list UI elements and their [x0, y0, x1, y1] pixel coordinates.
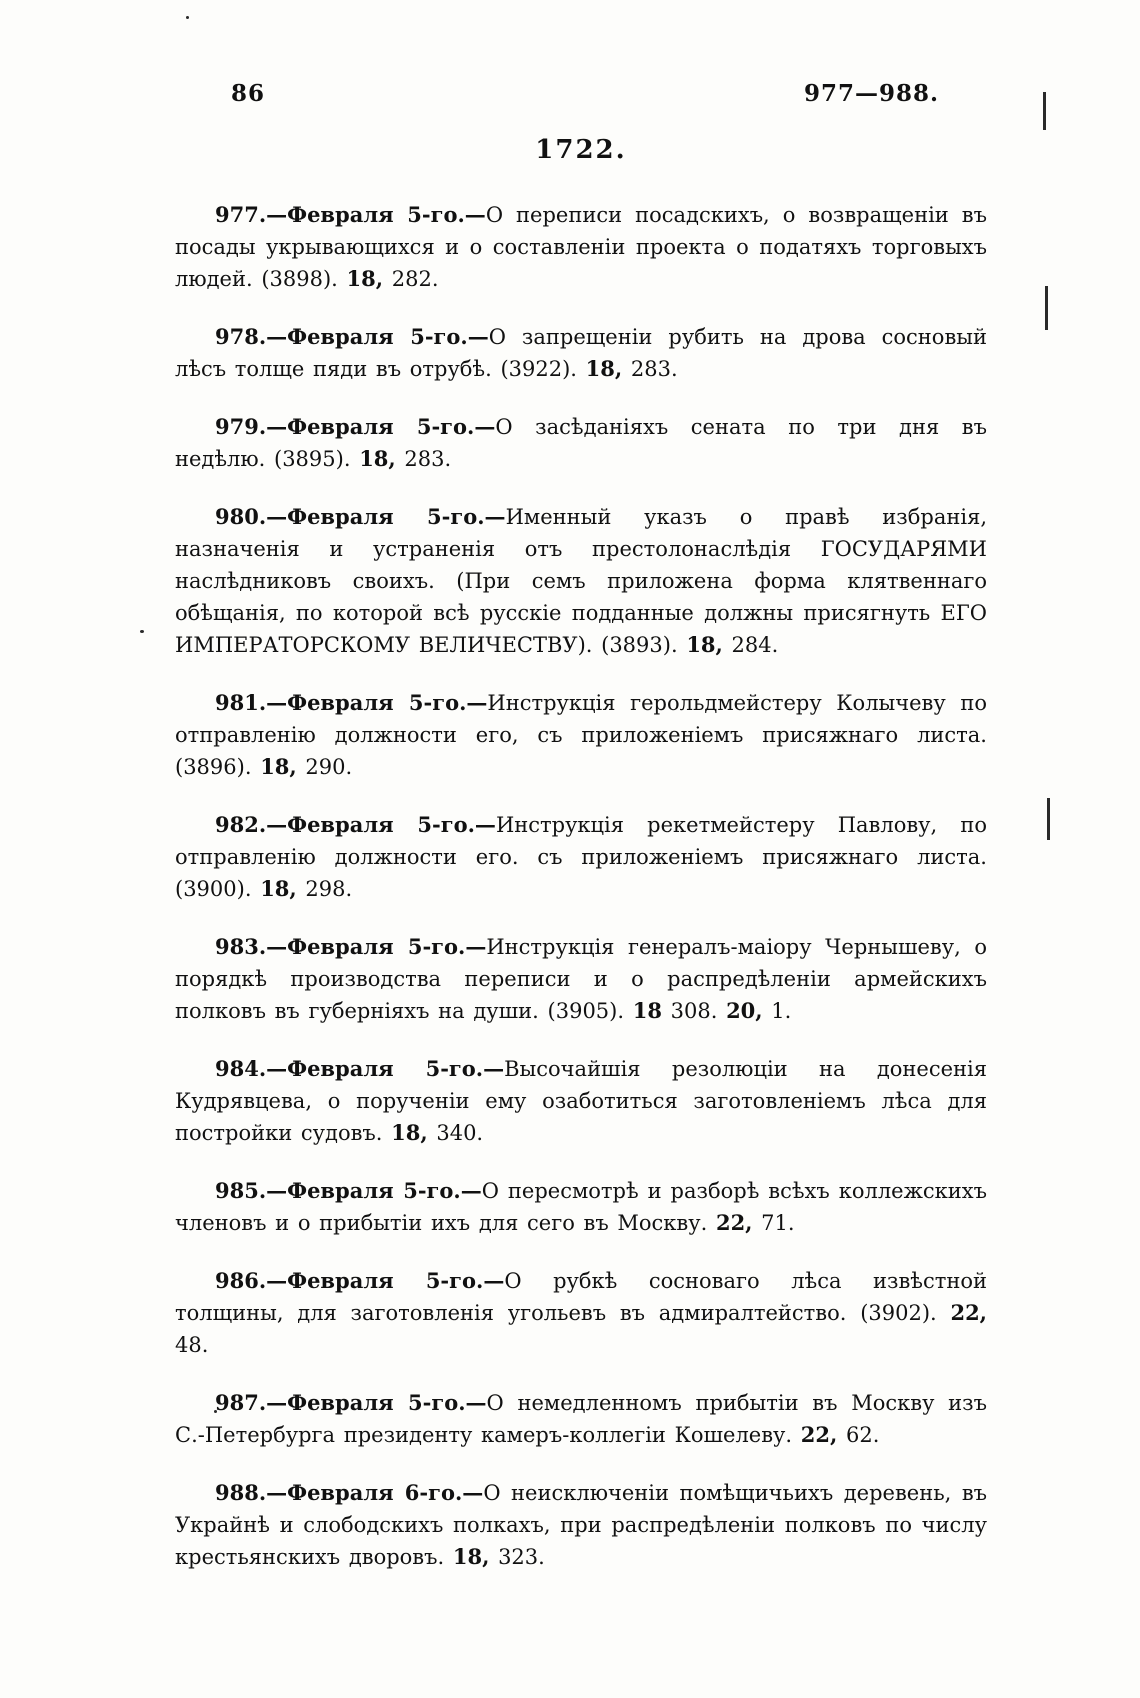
index-entry [175, 411, 987, 475]
entry-body: Именный указъ о правѣ избранія, назначенія и устраненія отъ престолонаслѣдія ГОСУДАРЯМИ наслѣдниковъ своихъ. (При семъ приложена форма клятвеннаго обѣщанія, по которой всѣ русскіе подданные должны присягнуть ЕГО ИМПЕРАТОРСКОМУ ВЕЛИЧЕСТВУ). [175, 505, 988, 657]
entry-range-header: 977—988. [803, 80, 939, 107]
entry-citation: 283. [622, 357, 678, 381]
entry-body: О запрещеніи рубить на дрова сосновый лѣсъ толще пяди въ отрубѣ. [175, 325, 987, 381]
index-entry [175, 1387, 987, 1451]
entry-citation: (3895). [274, 447, 360, 471]
entry-volume-ref: 18, [260, 876, 297, 901]
entry-body: Инструкція рекетмейстеру Павлову, по отправленію должности его. съ приложеніемъ присяжнаго листа. [175, 813, 987, 869]
entry-volume-ref: 22, [950, 1300, 987, 1325]
entry-number-date: 988.—Февраля 6-го.— [215, 1480, 484, 1505]
entry-body: Высочайшія резолюціи на донесенія Кудрявцева, о порученіи ему озаботиться заготовленіемъ лѣса для постройки судовъ. [175, 1057, 987, 1145]
index-entry [175, 1175, 987, 1239]
scan-artifact-dot [140, 630, 144, 633]
entry-volume-ref: 18, [260, 754, 297, 779]
entry-citation: 298. [296, 877, 353, 901]
scan-artifact-mark [1047, 798, 1050, 840]
entry-citation: 284. [722, 633, 779, 657]
entry-number-date: 977.—Февраля 5-го.— [215, 202, 486, 227]
entry-body: Инструкція генералъ-маіору Чернышеву, о порядкѣ производства переписи и о распредѣленіи армейскихъ полковъ въ губерніяхъ на души. [175, 935, 987, 1023]
entry-number-date: 987.—Февраля 5-го.— [215, 1390, 487, 1415]
entry-citation: (3922). [500, 357, 586, 381]
index-entry [175, 809, 987, 905]
entry-citation: 308. [661, 999, 727, 1023]
page-content [175, 80, 987, 1599]
entry-volume-ref: 18, [686, 632, 723, 657]
index-entry [175, 501, 987, 661]
entry-number-date: 983.—Февраля 5-го.— [215, 934, 487, 959]
entry-number-date: 980.—Февраля 5-го.— [215, 504, 506, 529]
entry-volume-ref: 22, [715, 1210, 753, 1235]
index-entry [175, 1053, 987, 1149]
entry-volume-ref: 18, [391, 1120, 428, 1145]
entry-citation: (3896). [175, 755, 261, 779]
entry-body: О переписи посадскихъ, о возвращеніи въ посады укрывающихся и о составленіи проекта о податяхъ торговыхъ людей. [175, 203, 987, 291]
index-entry [175, 321, 987, 385]
entry-citation: (3898). [261, 267, 347, 291]
entry-number-date: 986.—Февраля 5-го.— [215, 1268, 505, 1293]
index-entry [175, 1477, 987, 1573]
entry-number-date: 984.—Февраля 5-го.— [215, 1056, 505, 1081]
entry-citation: 283. [395, 447, 452, 471]
entry-citation: 282. [383, 267, 439, 291]
index-entry [175, 687, 987, 783]
entry-citation: (3905). [547, 999, 633, 1023]
entry-citation: (3900). [175, 877, 261, 901]
entry-citation: (3902). [860, 1301, 951, 1325]
entry-body: О немедленномъ прибытіи въ Москву изъ С.-Петербурга президенту камеръ-коллегіи Кошелеву. [175, 1391, 987, 1447]
entry-volume-ref: 18 [632, 998, 662, 1023]
entry-volume-ref: 22, [800, 1422, 838, 1447]
entry-citation: 71. [752, 1211, 795, 1235]
entry-citation: 340. [427, 1121, 484, 1145]
entry-citation: 290. [296, 755, 353, 779]
entry-body: О засѣданіяхъ сената по три дня въ недѣлю. [175, 415, 987, 471]
entry-volume-ref: 20, [726, 998, 763, 1023]
index-entry [175, 1265, 987, 1361]
entry-number-date: 982.—Февраля 5-го.— [215, 812, 496, 837]
page-number: 86 [231, 80, 266, 107]
entry-citation: 1. [762, 999, 792, 1023]
entry-body: О пересмотрѣ и разборѣ всѣхъ коллежскихъ членовъ и о прибытіи ихъ для сего въ Москву. [175, 1179, 987, 1235]
scan-artifact-mark [1043, 92, 1046, 130]
index-entry [175, 931, 987, 1027]
entry-volume-ref: 18, [585, 356, 623, 381]
year-heading: 1722. [535, 135, 627, 165]
entry-body: О неисключеніи помѣщичьихъ деревень, въ Украйнѣ и слободскихъ полкахъ, при распредѣленіи полковъ по числу крестьянскихъ дворовъ. [175, 1481, 987, 1569]
entry-citation: 48. [175, 1333, 209, 1357]
entry-number-date: 978.—Февраля 5-го.— [215, 324, 489, 349]
entry-number-date: 981.—Февраля 5-го.— [215, 690, 488, 715]
entry-volume-ref: 18, [346, 266, 384, 291]
entry-body: О рубкѣ сосноваго лѣса извѣстной толщины, для заготовленія угольевъ въ адмиралтейство. [175, 1269, 987, 1325]
entry-body: Инструкція герольдмейстеру Колычеву по отправленію должности его, съ приложеніемъ присяжнаго листа. [175, 691, 987, 747]
entry-citation: (3893). [601, 633, 687, 657]
entry-volume-ref: 18, [359, 446, 396, 471]
running-head [175, 80, 987, 107]
entry-volume-ref: 18, [452, 1544, 490, 1569]
entry-number-date: 985.—Февраля 5-го.— [215, 1178, 482, 1203]
index-entry [175, 199, 987, 295]
entry-number-date: 979.—Февраля 5-го.— [215, 414, 496, 439]
scan-artifact-mark [1045, 286, 1048, 330]
entries-list [175, 199, 987, 1573]
entry-citation: 62. [837, 1423, 880, 1447]
scan-artifact-dot [186, 16, 189, 19]
entry-citation: 323. [489, 1545, 545, 1569]
